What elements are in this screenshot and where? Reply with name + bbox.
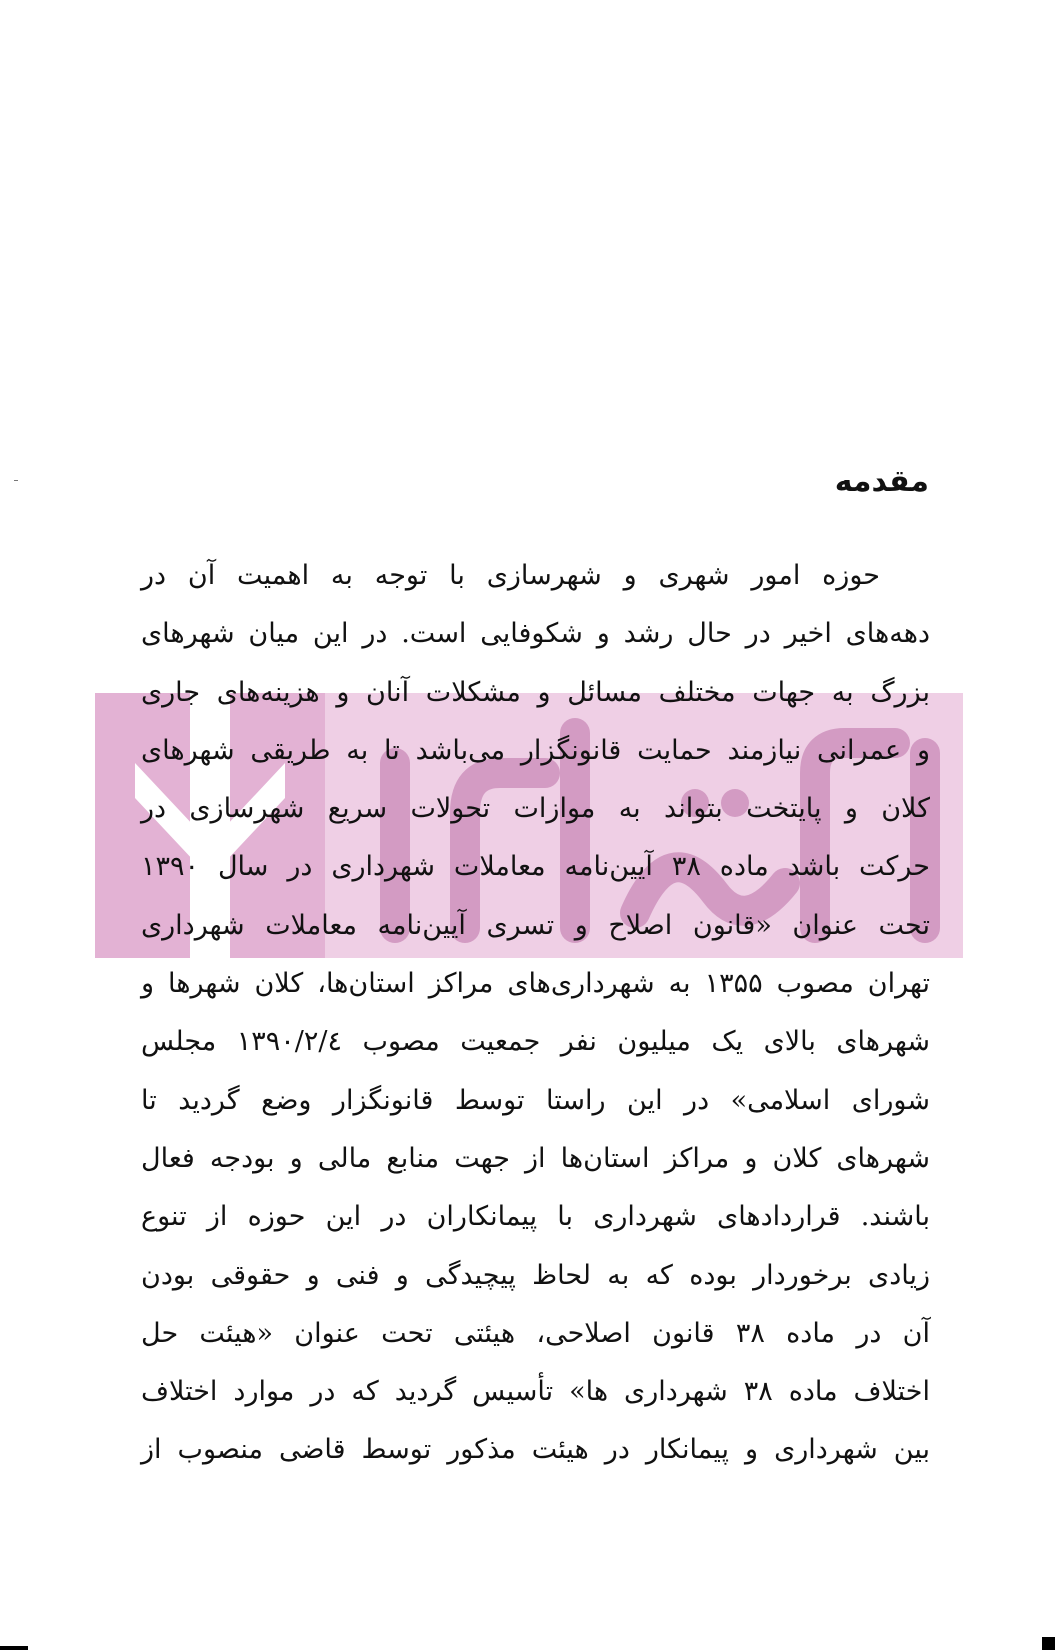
text-line: اختلاف ماده ۳۸ شهرداری ها» تأسیس گردید که در موارد اختلاف <box>141 1376 930 1408</box>
text-line: شهرهای کلان و مراکز استان‌ها از جهت منابع مالی و بودجه فعال <box>141 1142 930 1174</box>
text-line: زیادی برخوردار بوده که به لحاظ پیچیدگی و فنی و حقوقی بودن <box>141 1259 930 1291</box>
text-line: حرکت باشد ماده ۳۸ آیین‌نامه معاملات شهرداری در سال ۱۳۹۰ <box>141 851 930 883</box>
text-line: دهه‌های اخیر در حال رشد و شکوفایی است. در این میان شهرهای <box>141 618 930 650</box>
text-line: شهرهای بالای یک میلیون نفر جمعیت مصوب ۱۳۹۰/۲/٤ مجلس <box>141 1026 930 1058</box>
margin-tick <box>14 480 18 481</box>
text-line: باشند. قراردادهای شهرداری با پیمانکاران در این حوزه از تنوع <box>141 1201 930 1233</box>
text-line: آن در ماده ۳۸ قانون اصلاحی، هیئتی تحت عنوان «هیئت حل <box>141 1317 931 1349</box>
text-line: حوزه امور شهری و شهرسازی با توجه به اهمیت آن در <box>141 560 880 591</box>
text-line: بین شهرداری و پیمانکار در هیئت مذکور توسط قاضی منصوب از <box>141 1434 930 1466</box>
text-line: کلان و پایتخت بتواند به موازات تحولات سریع شهرسازی در <box>141 793 930 825</box>
page-heading: مقدمه <box>834 464 929 499</box>
text-line: تحت عنوان «قانون اصلاح و تسری آیین‌نامه معاملات شهرداری <box>141 909 930 941</box>
text-line: و عمرانی نیازمند حمایت قانونگزار می‌باشد تا به طریقی شهرهای <box>141 734 930 766</box>
scan-corner-mark <box>1042 1637 1055 1650</box>
text-line: تهران مصوب ۱۳۵۵ به شهرداری‌های مراکز استان‌ها، کلان شهرها و <box>141 968 930 1000</box>
text-line: شورای اسلامی» در این راستا توسط قانونگزار وضع گردید تا <box>141 1084 930 1116</box>
text-line: بزرگ به جهات مختلف مسائل و مشکلات آنان و هزینه‌های جاری <box>141 676 930 708</box>
body-paragraph <box>141 547 930 1480</box>
scan-edge-mark <box>0 1646 28 1650</box>
